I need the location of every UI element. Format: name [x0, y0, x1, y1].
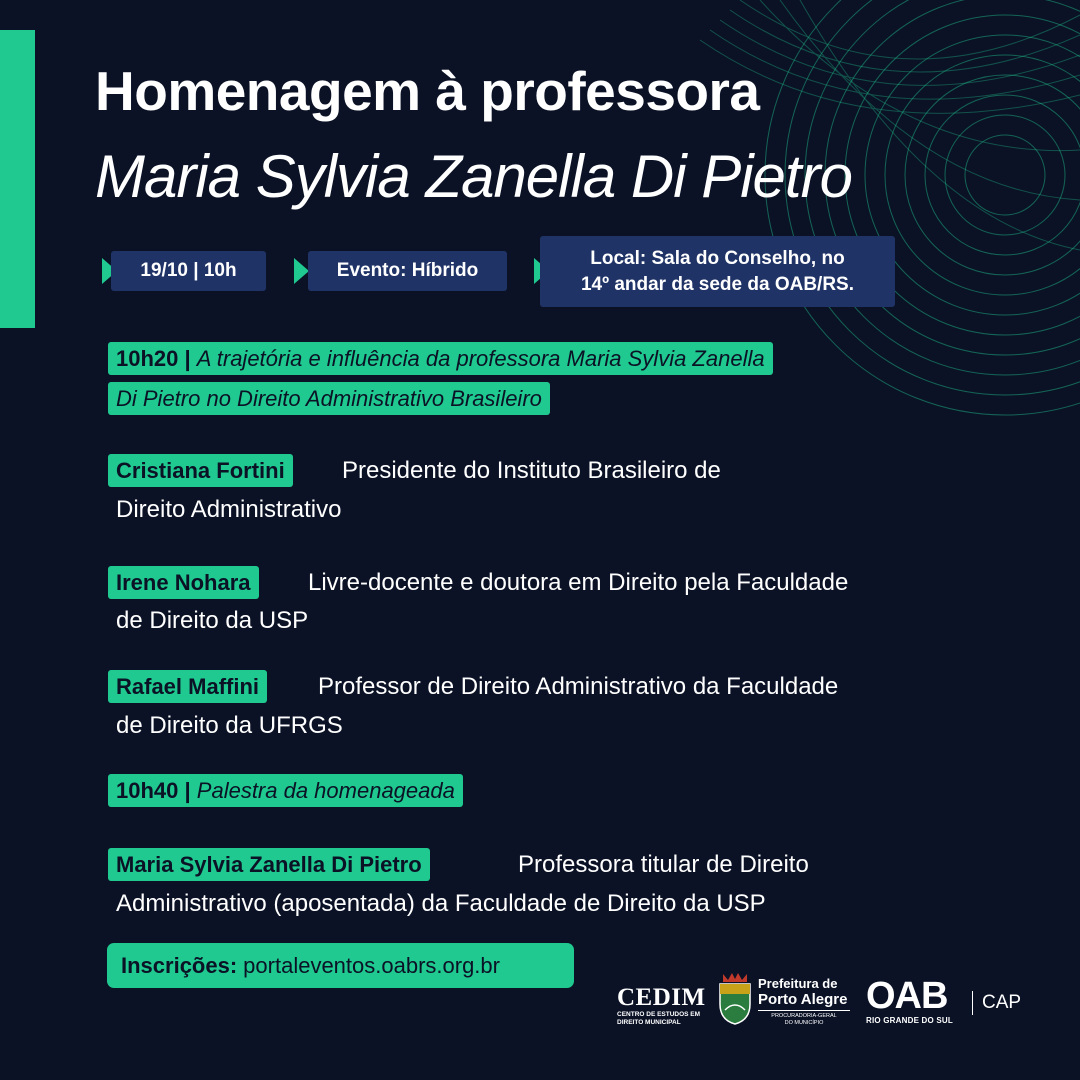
arrow-right-icon — [294, 258, 309, 284]
speaker-description: Presidente do Instituto Brasileiro de — [342, 457, 721, 484]
prefeitura-logo — [758, 976, 850, 1027]
speaker-description: de Direito da USP — [116, 607, 309, 634]
session1-time: 10h20 | — [116, 346, 191, 371]
speaker-description: Livre-docente e doutora em Direito pela Faculdade — [308, 569, 849, 596]
cedim-logo-subtitle: CENTRO DE ESTUDOS EM — [617, 1011, 701, 1018]
speaker-name-tag — [108, 566, 259, 599]
oab-logo-subtitle: RIO GRANDE DO SUL — [866, 1016, 953, 1025]
session1-title-line1: A trajetória e influência da professora Maria Sylvia Zanella — [196, 346, 765, 371]
session1-title-line2: Di Pietro no Direito Administrativo Brasileiro — [116, 386, 542, 411]
event-type-text: Evento: Híbrido — [336, 260, 479, 281]
speaker-name-tag — [108, 454, 293, 487]
speaker-description: de Direito da UFRGS — [116, 712, 343, 739]
signup-url: portaleventos.oabrs.org.br — [243, 952, 500, 978]
prefeitura-logo-subtitle: DO MUNICÍPIO — [784, 1020, 824, 1026]
speaker-name: Irene Nohara — [116, 570, 251, 595]
cedim-logo — [617, 984, 706, 1027]
speaker-description: Professor de Direito Administrativo da Faculdade — [318, 673, 839, 700]
honoree-description: Professora titular de Direito — [518, 851, 809, 878]
session1-highlight-line1 — [108, 342, 773, 375]
porto-alegre-crest-icon — [716, 970, 754, 1026]
signup-link[interactable] — [107, 943, 574, 988]
date-text: 19/10 | 10h — [140, 260, 237, 281]
session2-title: Palestra da homenageada — [196, 778, 455, 803]
signup-label: Inscrições: — [121, 952, 238, 978]
session2-time: 10h40 | — [116, 778, 191, 803]
oab-logo-text: OAB — [866, 975, 948, 1017]
speaker-description: Direito Administrativo — [116, 496, 342, 523]
event-type-chip — [308, 251, 507, 291]
oab-logo — [866, 976, 968, 1026]
speaker-name: Cristiana Fortini — [116, 458, 285, 483]
cap-logo-text: CAP — [982, 992, 1022, 1013]
honoree-description: Administrativo (aposentada) da Faculdade de Direito da USP — [116, 890, 766, 917]
location-line2: 14º andar da sede da OAB/RS. — [580, 273, 855, 295]
logo-divider — [972, 991, 973, 1015]
prefeitura-logo-text: Porto Alegre — [758, 991, 848, 1008]
prefeitura-logo-subtitle: PROCURADORIA-GERAL — [758, 1010, 850, 1020]
page-title: Homenagem à professora — [95, 60, 760, 122]
date-chip — [111, 251, 266, 291]
speaker-name: Rafael Maffini — [116, 674, 260, 699]
speaker-name-tag — [108, 670, 267, 703]
location-chip — [540, 236, 895, 307]
cedim-logo-text: CEDIM — [617, 984, 706, 1011]
location-line1: Local: Sala do Conselho, no — [590, 247, 845, 269]
accent-side-bar — [0, 30, 35, 328]
cedim-logo-subtitle: DIREITO MUNICIPAL — [617, 1019, 681, 1026]
prefeitura-logo-text: Prefeitura de — [758, 976, 838, 991]
honoree-name-tag — [108, 848, 430, 881]
session1-highlight-line2 — [108, 382, 550, 415]
honoree-name-title: Maria Sylvia Zanella Di Pietro — [95, 143, 852, 210]
session2-highlight — [108, 774, 463, 807]
honoree-name: Maria Sylvia Zanella Di Pietro — [116, 852, 422, 877]
